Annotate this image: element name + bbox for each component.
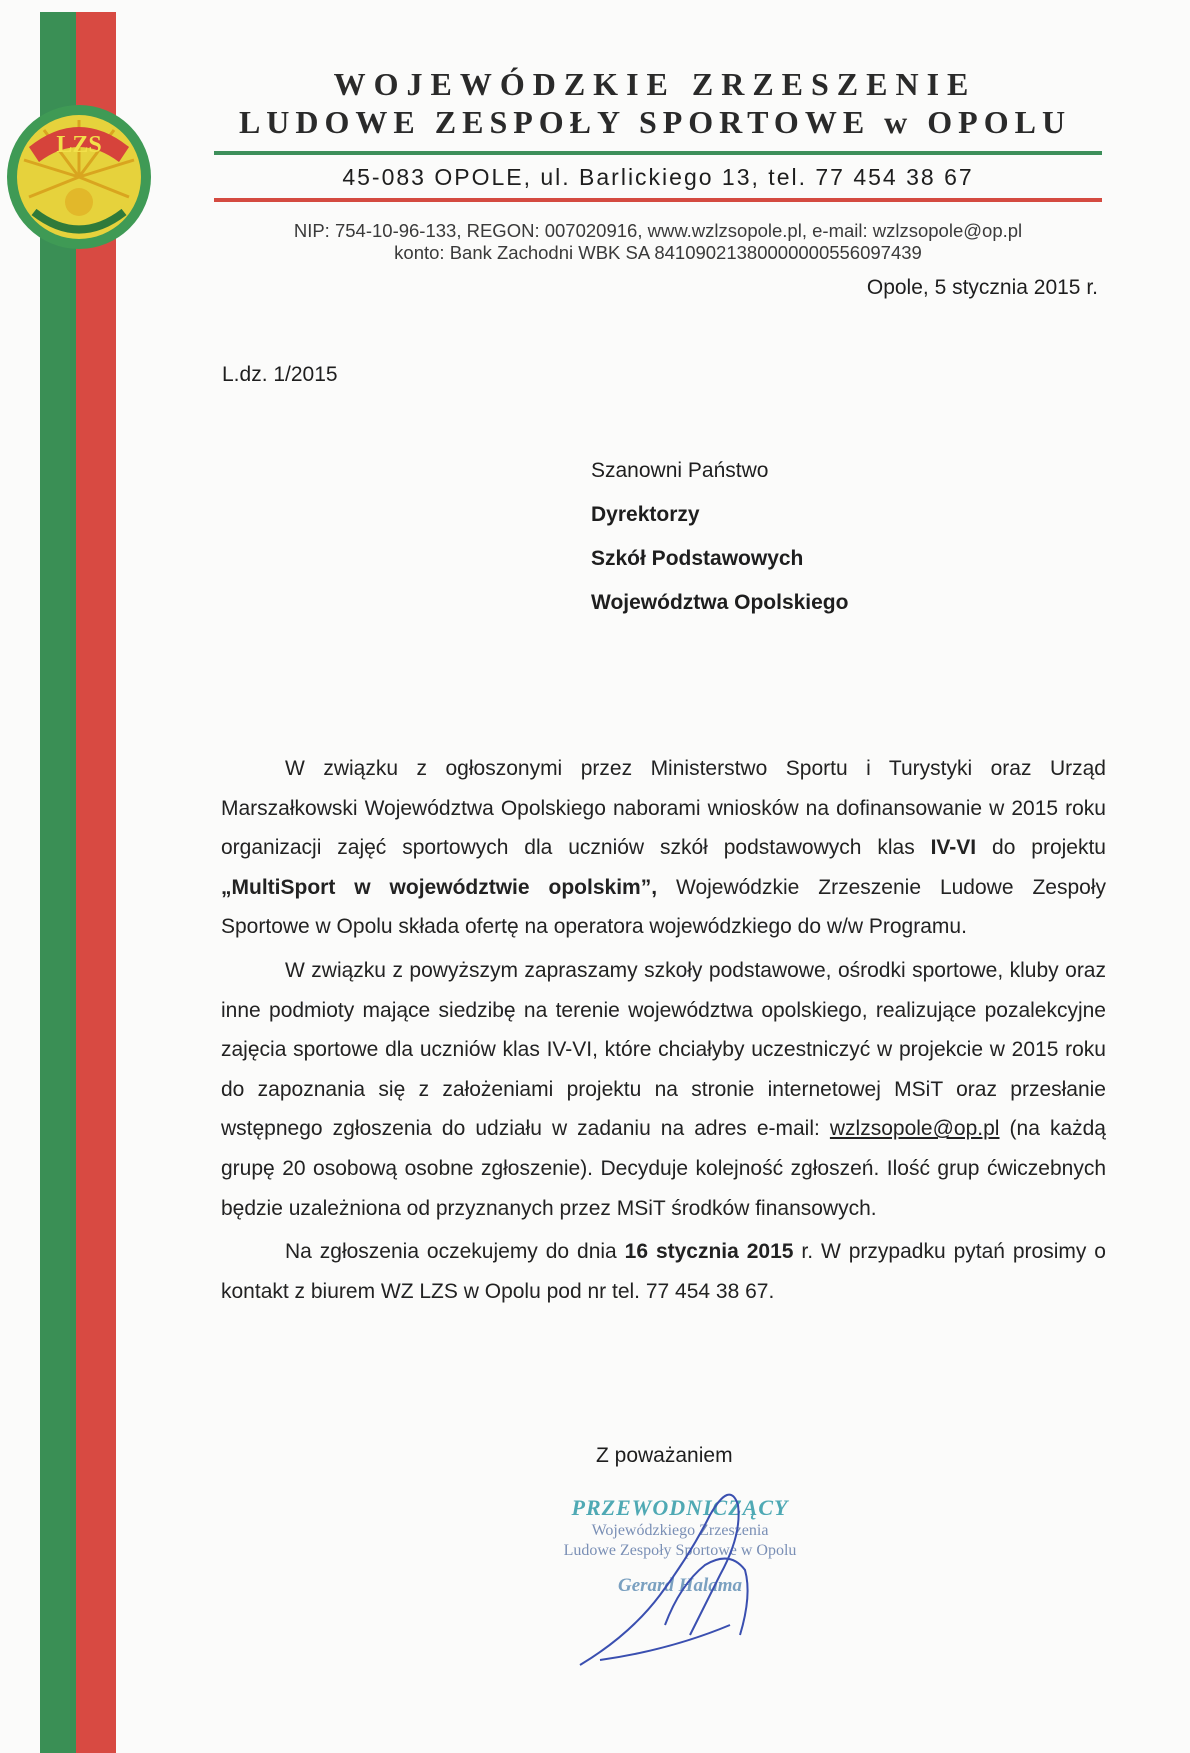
closing-phrase: Z poważaniem (596, 1444, 733, 1467)
org-address: 45-083 OPOLE, ul. Barlickiego 13, tel. 77 454 38 67 (342, 164, 974, 190)
left-red-stripe (76, 12, 116, 1753)
stamp-title: PRZEWODNICZĄCY (571, 1495, 789, 1520)
addressee-line-2: Szkół Podstawowych (591, 547, 804, 570)
letter-date: Opole, 5 stycznia 2015 r. (866, 276, 1098, 299)
logo-lettering: LZS (56, 132, 102, 158)
email-link[interactable]: wzlzsopole@op.pl (829, 1117, 1000, 1141)
org-name-line2: LUDOWE ZESPOŁY SPORTOWE w OPOLU (238, 104, 1072, 140)
ident-line-1: NIP: 754-10-96-133, REGON: 007020916, www.wzlzsopole.pl, e-mail: wzlzsopole@op.pl (293, 220, 1023, 241)
letter-body (221, 749, 1106, 1315)
lzs-logo (4, 102, 154, 252)
stamp-line-2: Ludowe Zespoły Sportowe w Opolu (563, 1542, 797, 1559)
addressee-block (591, 449, 848, 625)
reference-number: L.dz. 1/2015 (222, 363, 338, 386)
paragraph-2: W związku z powyższym zapraszamy szkoły podstawowe, ośrodki sportowe, kluby oraz inne podmioty mające siedzibę na terenie województwa opolskiego, realizujące pozalekcyjne zajęcia sportowe dla uczniów klas IV-VI, które chciałyby uczestniczyć w projekcie w 2015 roku do zapoznania się z założeniami projektu na stronie internetowej MSiT oraz przesłanie wstępnego zgłoszenia do udziału w zadaniu na adres e-mail: wzlzsopole@op.pl (na każdą grupę 20 osobową osobne zgłoszenie). Decyduje kolejność zgłoszeń. Ilość grup ćwiczebnych będzie uzależniona od przyznanych przez MSiT środków finansowych. (221, 958, 1106, 1220)
addressee-line-1: Dyrektorzy (591, 503, 700, 526)
ident-line-2: konto: Bank Zachodni WBK SA 84109021380000000556097439 (394, 242, 922, 263)
project-name: „MultiSport w województwie opolskim”, (221, 875, 658, 899)
org-identifiers (200, 220, 1116, 264)
stamp-line-1: Wojewódzkiego Zrzeszenia (591, 1522, 769, 1539)
green-rule (214, 151, 1102, 155)
paragraph-1: W związku z ogłoszonymi przez Ministerstwo Sportu i Turystyki oraz Urząd Marszałkowski Województwa Opolskiego naborami wniosków na dofinansowanie w 2015 roku organizacji zajęć sportowych dla uczniów szkół podstawowych klas IV-VI do projektu „MultiSport w województwie opolskim”, Wojewódzkie Zrzeszenie Ludowe Zespoły Sportowe w Opolu składa ofertę na operatora wojewódzkiego do w/w Programu. (221, 757, 1106, 939)
red-rule (214, 198, 1102, 202)
handwritten-signature (570, 1475, 830, 1675)
stamp-name: Gerard Halama (617, 1575, 743, 1596)
addressee-line-3: Województwa Opolskiego (591, 591, 849, 614)
paragraph-3: Na zgłoszenia oczekujemy do dnia 16 stycznia 2015 r. W przypadku pytań prosimy o kontakt z biurem WZ LZS w Opolu pod nr tel. 77 454 38 67. (221, 1240, 1106, 1303)
greeting: Szanowni Państwo (591, 459, 769, 482)
deadline-date: 16 stycznia 2015 (624, 1240, 794, 1264)
org-name-line1: WOJEWÓDZKIE ZRZESZENIE (333, 66, 977, 102)
